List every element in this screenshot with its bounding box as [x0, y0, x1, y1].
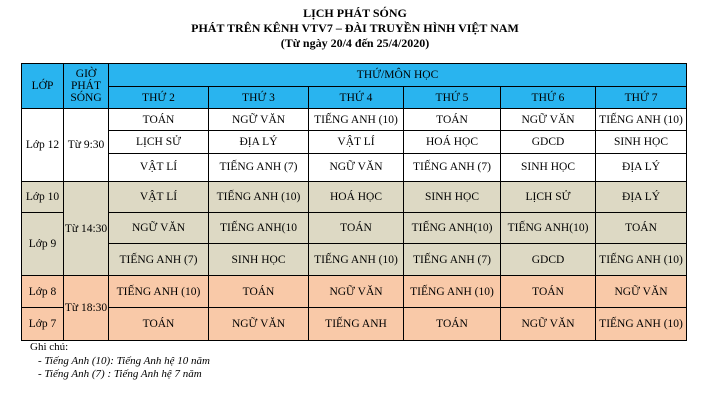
header-gio-phat-song: GIỜ PHÁT SÓNG — [64, 64, 109, 109]
subject-cell: VẬT LÍ — [309, 131, 404, 153]
subject-cell: TIẾNG ANH (10) — [309, 109, 404, 131]
note-item: - Tiếng Anh (10): Tiếng Anh hệ 10 năm — [38, 354, 210, 367]
time-cell-18-30: Từ 18:30 — [64, 276, 109, 341]
subject-cell: NGỮ VĂN — [109, 213, 209, 244]
subject-cell: TIẾNG ANH (10) — [109, 276, 209, 307]
subject-cell: TIẾNG ANH (10) — [209, 181, 309, 212]
subject-cell: VẬT LÍ — [109, 153, 209, 181]
header-day: THỨ 4 — [309, 87, 404, 109]
subject-cell: LỊCH SỬ — [501, 181, 596, 212]
subject-cell: TOÁN — [501, 276, 596, 307]
class-cell-lop-12: Lớp 12 — [22, 109, 64, 182]
subject-cell: TIẾNG ANH (7) — [404, 244, 501, 276]
notes-block — [30, 341, 210, 382]
notes-label: Ghi chú: — [30, 341, 69, 353]
subject-cell: TOÁN — [309, 213, 404, 244]
class-cell-lop-7: Lớp 7 — [22, 307, 64, 340]
subject-cell: TIẾNG ANH (10) — [596, 244, 687, 276]
subject-cell: TOÁN — [404, 109, 501, 131]
subject-cell: TIẾNG ANH (10) — [596, 307, 687, 340]
subject-cell: TIẾNG ANH (7) — [404, 153, 501, 181]
subject-cell: TOÁN — [209, 276, 309, 307]
subject-cell: NGỮ VĂN — [309, 153, 404, 181]
subject-cell: TIẾNG ANH (10) — [596, 109, 687, 131]
subject-cell: SINH HỌC — [596, 131, 687, 153]
subject-cell: TIẾNG ANH (7) — [209, 153, 309, 181]
subject-cell: LỊCH SỬ — [109, 131, 209, 153]
header-day: THỨ 7 — [596, 87, 687, 109]
subject-cell: TIẾNG ANH(10 — [209, 213, 309, 244]
subject-cell: ĐỊA LÝ — [596, 181, 687, 212]
subject-cell: VẬT LÍ — [109, 181, 209, 212]
broadcast-schedule-table — [21, 63, 687, 341]
subject-cell: TOÁN — [109, 307, 209, 340]
schedule-date-range: (Từ ngày 20/4 đến 25/4/2020) — [280, 36, 430, 50]
subject-cell: SINH HỌC — [501, 153, 596, 181]
subject-cell: TIẾNG ANH (7) — [109, 244, 209, 276]
subject-cell: GDCD — [501, 244, 596, 276]
header-day: THỨ 2 — [109, 87, 209, 109]
subject-cell: NGỮ VĂN — [209, 307, 309, 340]
subject-cell: TIẾNG ANH (10) — [404, 276, 501, 307]
time-cell-14-30: Từ 14:30 — [64, 181, 109, 276]
header-day: THỨ 3 — [209, 87, 309, 109]
subject-cell: TIẾNG ANH(10) — [501, 213, 596, 244]
subject-cell: NGỮ VĂN — [309, 276, 404, 307]
subject-cell: HOÁ HỌC — [309, 181, 404, 212]
subject-cell: TOÁN — [404, 307, 501, 340]
class-cell-lop-9: Lớp 9 — [22, 213, 64, 276]
subject-cell: ĐỊA LÝ — [596, 153, 687, 181]
subject-cell: SINH HỌC — [209, 244, 309, 276]
note-item: - Tiếng Anh (7) : Tiếng Anh hệ 7 năm — [38, 368, 202, 380]
header-day: THỨ 5 — [404, 87, 501, 109]
subject-cell: TIẾNG ANH (10) — [309, 244, 404, 276]
subject-cell: HOÁ HỌC — [404, 131, 501, 153]
schedule-title-block — [0, 6, 710, 51]
subject-cell: GDCD — [501, 131, 596, 153]
subject-cell: TOÁN — [596, 213, 687, 244]
class-cell-lop-10: Lớp 10 — [22, 181, 64, 212]
subject-cell: NGỮ VĂN — [501, 109, 596, 131]
subject-cell: ĐỊA LÝ — [209, 131, 309, 153]
subject-cell: NGỮ VĂN — [596, 276, 687, 307]
subject-cell: TOÁN — [109, 109, 209, 131]
subject-cell: NGỮ VĂN — [501, 307, 596, 340]
header-thu-mon-hoc: THỨ/MÔN HỌC — [109, 64, 687, 87]
subject-cell: SINH HỌC — [404, 181, 501, 212]
header-lop: LỚP — [22, 64, 64, 109]
subject-cell: TIẾNG ANH — [309, 307, 404, 340]
schedule-channel: PHÁT TRÊN KÊNH VTV7 – ĐÀI TRUYỀN HÌNH VIỆT NAM — [191, 21, 519, 35]
class-cell-lop-8: Lớp 8 — [22, 276, 64, 307]
subject-cell: NGỮ VĂN — [209, 109, 309, 131]
time-cell-9-30: Từ 9:30 — [64, 109, 109, 182]
header-day: THỨ 6 — [501, 87, 596, 109]
subject-cell: TIẾNG ANH(10) — [404, 213, 501, 244]
schedule-title: LỊCH PHÁT SÓNG — [303, 6, 407, 20]
